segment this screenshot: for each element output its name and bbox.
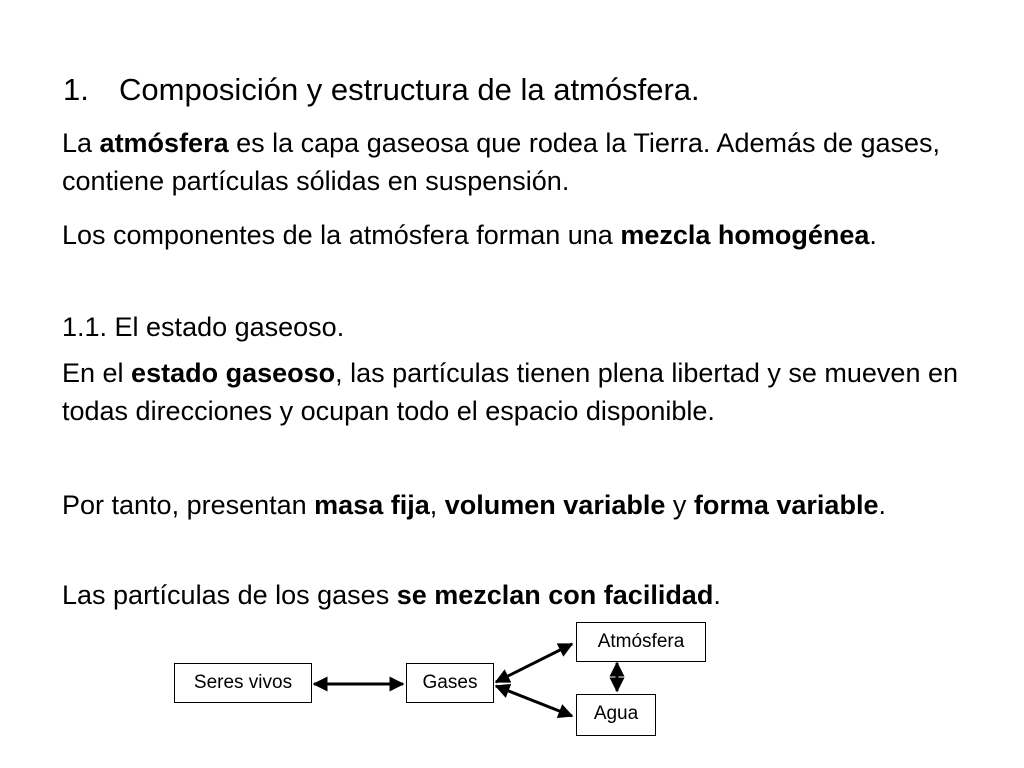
text-run: Los componentes de la atmósfera forman una [62,220,621,250]
box-seres-vivos: Seres vivos [174,663,312,703]
text-run: . [713,580,721,610]
arrow-gases-atmosfera [496,644,572,682]
arrow-gases-agua [496,686,572,716]
subsection-title [62,308,962,346]
text-run: 1.1. El estado gaseoso. [62,312,345,342]
text-run: . [878,490,886,520]
text-run: Por tanto, presentan [62,490,315,520]
diagram-arrows [0,600,1024,768]
text-run: . [869,220,877,250]
text-run: es la capa gaseosa que rodea la Tierra. Además de gases, contiene partículas sólidas en suspensión. [62,128,941,196]
text-run: y [665,490,694,520]
title-text: Composición y estructura de la atmósfera. [119,72,700,107]
paragraph-atmosphere-definition [62,124,962,200]
bold-term: masa fija [314,490,430,520]
text-run: Las partículas de los gases [62,580,397,610]
box-gases: Gases [406,663,494,703]
paragraph-gaseous-state [62,354,962,430]
bold-term: volumen variable [444,490,666,520]
text-run: , las partículas tienen plena libertad y se mueven en todas direcciones y ocupan todo el espacio disponible. [62,358,958,426]
text-run: , [429,490,445,520]
gas-relations-diagram [0,600,1024,768]
text-run: En el [62,358,132,388]
bold-term: estado gaseoso [131,358,336,388]
paragraph-homogeneous-mixture [62,216,962,254]
text-run: La [62,128,100,158]
box-atmosfera: Atmósfera [576,622,706,662]
slide-title [63,70,963,110]
bold-term: atmósfera [99,128,229,158]
box-agua: Agua [576,694,656,736]
paragraph-gas-properties [62,486,962,524]
title-number: 1. [63,72,89,107]
bold-term: forma variable [693,490,879,520]
bold-term: se mezclan con facilidad [396,580,714,610]
bold-term: mezcla homogénea [620,220,870,250]
